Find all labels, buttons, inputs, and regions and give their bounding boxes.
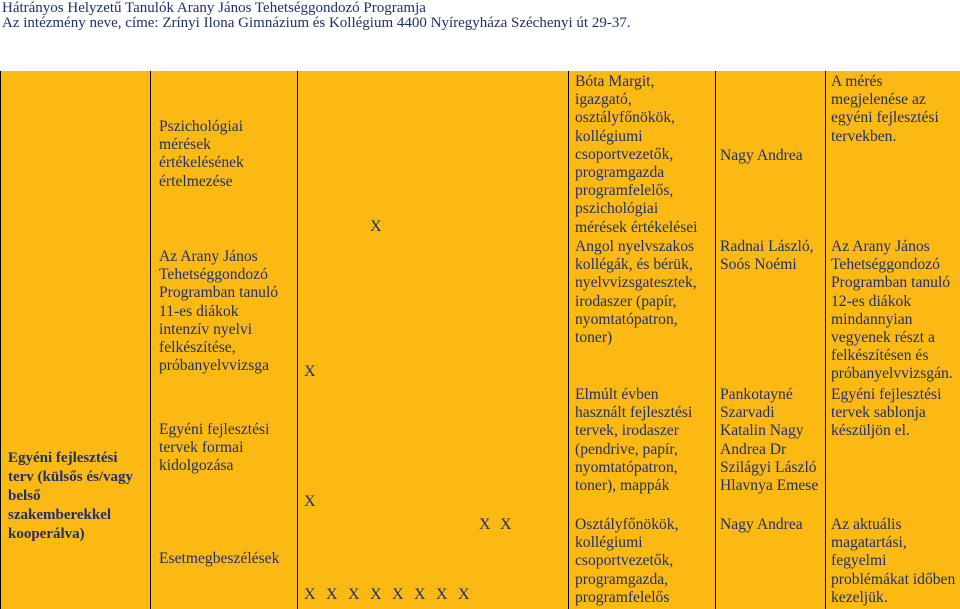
resources-cell: Elmúlt évben használt fejlesztési tervek, irodaszer (pendrive, papír, nyomtatópatron, toner), mappák xyxy=(575,386,693,495)
column-divider xyxy=(568,71,569,609)
schedule-mark: X xyxy=(370,218,382,235)
indicator-cell: Az Arany János Tehetséggondozó Programban tanuló 12-es diákok mindannyian vegyenek részt a felkészítésen és próbanyelvvizsgán. xyxy=(831,238,953,383)
schedule-mark: X xyxy=(414,586,426,603)
column-divider xyxy=(0,71,1,609)
indicator-cell: Az aktuális magatartási, fegyelmi problémákat időben kezeljük. xyxy=(831,516,956,606)
column-divider xyxy=(150,71,151,609)
activity-cell: Esetmegbeszélések xyxy=(159,550,280,567)
schedule-mark: X xyxy=(458,586,470,603)
document-title: Hátrányos Helyzetű Tanulók Arany János Tehetséggondozó Programja xyxy=(2,0,426,16)
column-divider xyxy=(297,71,298,609)
resources-cell: Bóta Margit, igazgató, osztályfőnökök, kollégiumi csoportvezetők, programgazda programfelelős, pszichológiai mérések értékelései xyxy=(575,73,698,236)
activity-cell: Egyéni fejlesztési tervek formai kidolgozása xyxy=(159,421,270,475)
indicator-cell: A mérés megjelenése az egyéni fejlesztési tervekben. xyxy=(831,73,939,145)
schedule-mark: X xyxy=(304,493,316,510)
schedule-mark: X xyxy=(304,363,316,380)
responsible-cell: Nagy Andrea xyxy=(720,516,803,533)
section-label: Egyéni fejlesztési terv (külsős és/vagy belső szakemberekkel kooperálva) xyxy=(8,450,133,542)
resources-cell: Osztályfőnökök, kollégiumi csoportvezetők, programgazda, programfelelős xyxy=(575,516,679,606)
schedule-mark: X xyxy=(348,586,360,603)
activity-cell: Pszichológiai mérések értékelésének értelmezése xyxy=(159,118,244,190)
schedule-mark: X xyxy=(479,516,491,533)
institution-line: Az intézmény neve, címe: Zrínyi Ilona Gimnázium és Kollégium 4400 Nyíregyháza Széchenyi út 29-37. xyxy=(2,15,631,31)
responsible-cell: Radnai László, Soós Noémi xyxy=(720,238,814,274)
schedule-mark: X xyxy=(392,586,404,603)
resources-cell: Angol nyelvszakos kollégák, és bérük, nyelvvizsgatesztek, irodaszer (papír, nyomtatópatron, toner) xyxy=(575,238,697,347)
schedule-mark: X xyxy=(436,586,448,603)
responsible-cell: Nagy Andrea xyxy=(720,147,803,164)
column-divider xyxy=(825,71,826,609)
indicator-cell: Egyéni fejlesztési tervek sablonja készüljön el. xyxy=(831,386,942,440)
schedule-mark: X xyxy=(370,586,382,603)
responsible-cell: Pankotayné Szarvadi Katalin Nagy Andrea Dr Szilágyi László Hlavnya Emese xyxy=(720,386,819,495)
schedule-mark: X xyxy=(304,586,316,603)
schedule-mark: X xyxy=(500,516,512,533)
activity-cell: Az Arany János Tehetséggondozó Programban tanuló 11-es diákok intenzív nyelvi felkészítése, próbanyelvvizsga xyxy=(159,248,279,375)
schedule-mark: X xyxy=(326,586,338,603)
column-divider xyxy=(715,71,716,609)
